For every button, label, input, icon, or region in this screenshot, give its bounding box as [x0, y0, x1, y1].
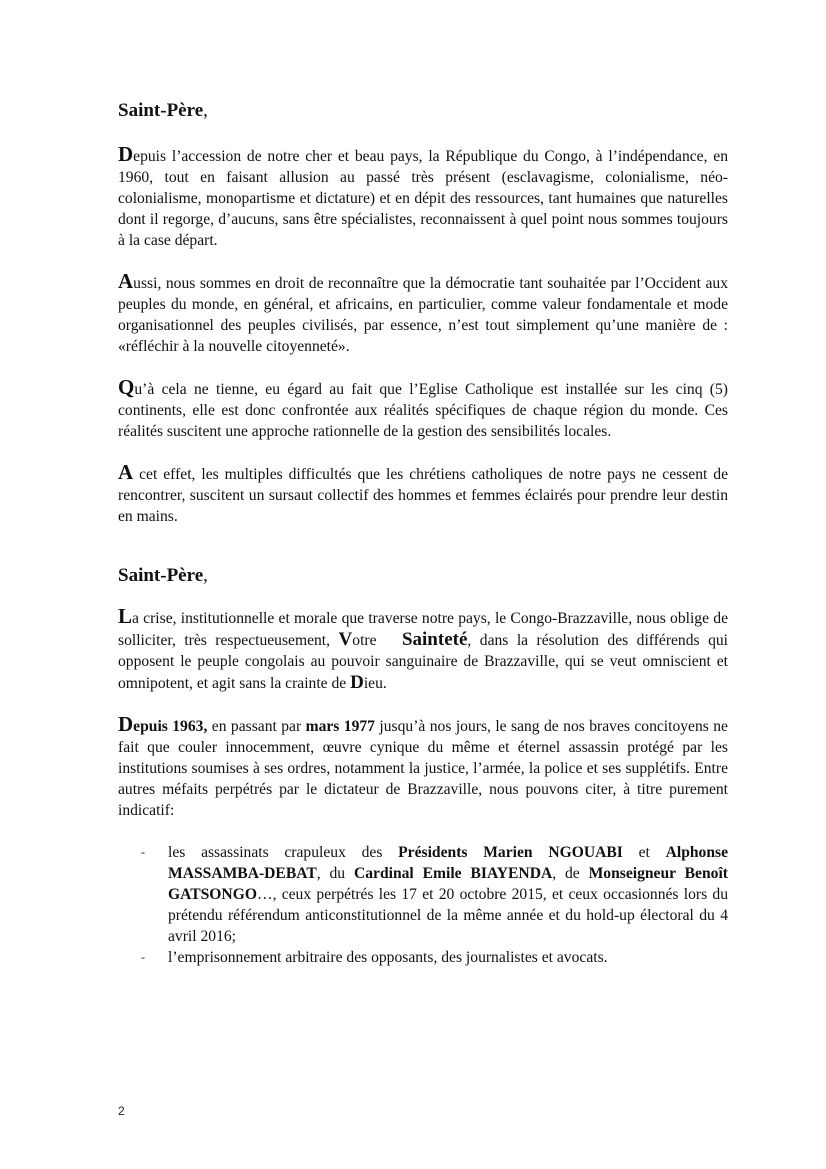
letter-page	[118, 98, 728, 968]
paragraph-1: Depuis l’accession de notre cher et beau pays, la République du Congo, à l’indépendance, en 1960, tout en faisant allusion au passé très présent (esclavagisme, colonialisme, néo-colonialisme, monopartisme et dictature) et en dépit des ressources, tant humaines que naturelles dont il regorge, d’aucuns, sans être spécialistes, reconnaissent à quel point nous sommes toujours à la case départ.	[118, 142, 728, 249]
drop-capital: D	[118, 712, 134, 736]
paragraph-3: Qu’à cela ne tienne, eu égard au fait que l’Eglise Catholique est installée sur les cinq (5) continents, elle est donc confrontée aux réalités spécifiques de chaque région du monde. Ces réalités suscitent une approche rationnelle de la gestion des sensibilités locales.	[118, 375, 728, 440]
salutation-1: Saint-Père,	[118, 100, 208, 121]
salutation-title: Saint-Père	[118, 565, 204, 586]
drop-capital: L	[118, 604, 133, 628]
saintete-emphasis: Sainteté	[401, 629, 468, 650]
drop-capital: Q	[118, 375, 135, 399]
drop-capital: A	[118, 269, 134, 293]
date-mars-1977: mars 1977	[305, 718, 375, 735]
paragraph-4: A cet effet, les multiples difficultés que les chrétiens catholiques de notre pays ne cessent de rencontrer, suscitent un sursaut collectif des hommes et femmes éclairés pour prendre leur destin en mains.	[118, 460, 728, 525]
paragraph-5: La crise, institutionnelle et morale que traverse notre pays, le Congo-Brazzaville, nous oblige de solliciter, très respectueusement, Votre Sainteté, dans la résolution des différends qui opposent le peuple congolais au pouvoir sanguinaire de Brazzaville, qui se veut omniscient et omnipotent, et agit sans la crainte de Dieu.	[118, 604, 728, 693]
misdeeds-list	[118, 842, 728, 968]
drop-capital: A	[118, 460, 134, 484]
salutation-title: Saint-Père	[118, 100, 204, 121]
drop-capital: D	[118, 142, 134, 166]
list-item: - l’emprisonnement arbitraire des opposants, des journalistes et avocats.	[168, 947, 728, 968]
salutation-2: Saint-Père,	[118, 565, 208, 586]
paragraph-2: Aussi, nous sommes en droit de reconnaître que la démocratie tant souhaitée par l’Occident aux peuples du monde, en général, et africains, en particulier, comme valeur fondamentale et mode organisationnel des peuples civilisés, par essence, n’est tout simplement qu’une manière de : «réfléchir à la nouvelle citoyenneté».	[118, 269, 728, 355]
paragraph-6: Depuis 1963, en passant par mars 1977 jusqu’à nos jours, le sang de nos braves concitoyens ne fait que couler innocemment, œuvre cynique du même et éternel assassin protégé par les institutions soumises à ses ordres, notamment la justice, l’armée, la police et ses supplétifs. Entre autres méfaits perpétrés par le dictateur de Brazzaville, nous pouvons citer, à titre purement indicatif:	[118, 712, 728, 819]
page-number: 2	[118, 1104, 125, 1118]
list-item: - les assassinats crapuleux des Présidents Marien NGOUABI et Alphonse MASSAMBA-DEBAT, du Cardinal Emile BIAYENDA, de Monseigneur Benoît GATSONGO…, ceux perpétrés les 17 et 20 octobre 2015, et ceux occasionnés lors du prétendu référendum anticonstitutionnel de la même année et du hold-up électoral du 4 avril 2016;	[168, 842, 728, 947]
dieu-capital: D	[350, 672, 364, 693]
votre-capital: V	[338, 629, 353, 650]
date-1963: epuis 1963,	[133, 718, 208, 735]
